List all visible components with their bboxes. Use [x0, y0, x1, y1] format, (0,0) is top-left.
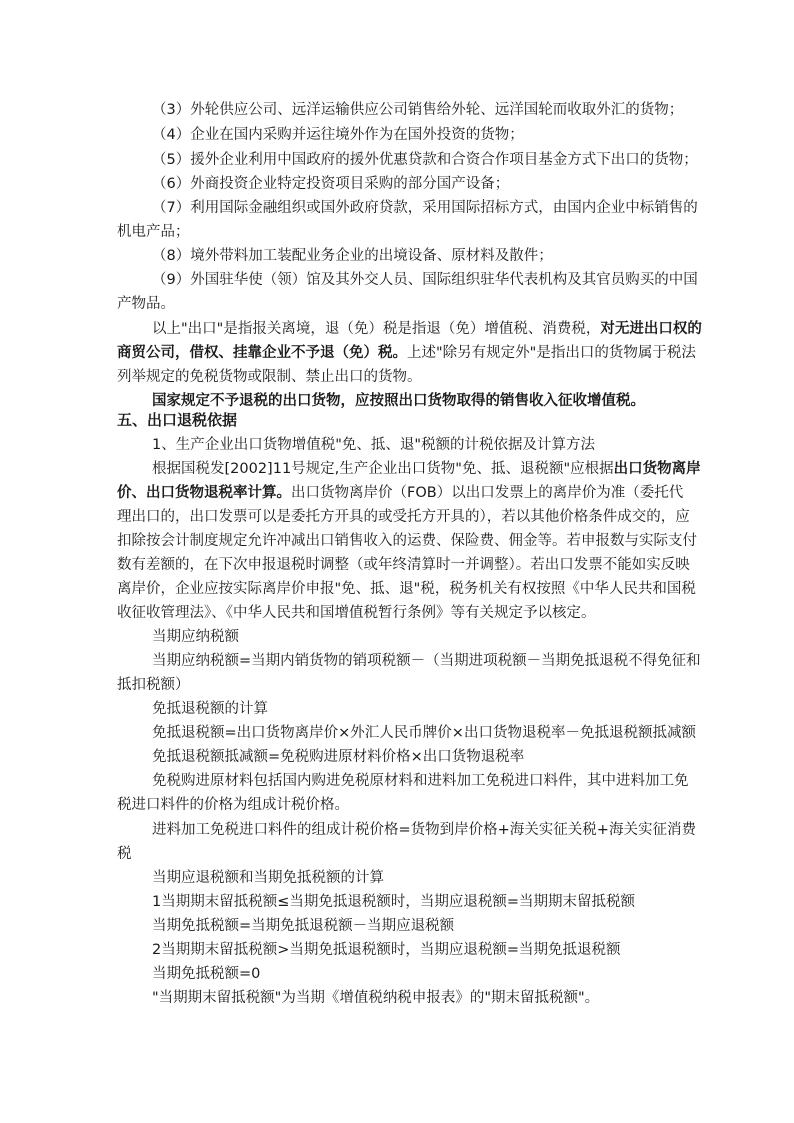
formula-line-continued: 抵扣税额）: [117, 677, 190, 693]
bold-statement: 国家规定不予退税的出口货物，应按照出口货物取得的销售收入征收增值税。: [152, 393, 645, 409]
subsection-title: 1、生产企业出口货物增值税"免、抵、退"税额的计税依据及计算方法: [152, 437, 596, 453]
formula-heading: 当期应纳税额: [152, 629, 239, 645]
formula-line: 当期免抵税额=当期免抵退税额－当期应退税额: [152, 918, 455, 934]
paragraph-export-definition-line-2: [117, 343, 696, 365]
paragraph-text: 免税购进原材料包括国内购进免税原材料和进料加工免税进口料件，其中进料加工免: [152, 773, 689, 789]
formula-line: 当期免抵税额=0: [152, 966, 261, 982]
list-item-7-continued: 机电产品；: [117, 224, 190, 240]
list-item-6: （6）外商投资企业特定投资项目采购的部分国产设备；: [152, 176, 510, 192]
paragraph-basis-line-5: 数有差额的，在下次申报退税时调整（或年终清算时一并调整）。若出口发票不能如实反映: [117, 557, 690, 573]
list-item-4: （4）企业在国内采购并运往境外作为在国外投资的货物；: [152, 127, 524, 143]
paragraph-text: 以上"出口"是指报关离境，退（免）税是指退（免）增值税、消费税，: [152, 321, 601, 337]
paragraph-basis-line-6: 离岸价，企业应按实际离岸价申报"免、抵、退"税，税务机关有权按照《中华人民共和国税: [117, 581, 696, 597]
list-item-3: （3）外轮供应公司、远洋运输供应公司销售给外轮、远洋国轮而收取外汇的货物；: [152, 102, 684, 118]
formula-line: 1当期期末留抵税额≤当期免抵退税额时，当期应退税额=当期期末留抵税额: [152, 894, 636, 910]
formula-note: "当期期末留抵税额"为当期《增值税纳税申报表》的"期末留抵税额"。: [152, 990, 600, 1006]
paragraph-basis: [152, 459, 701, 481]
list-item-8: （8）境外带料加工装配业务企业的出境设备、原材料及散件；: [152, 248, 553, 264]
list-item-5: （5）援外企业利用中国政府的援外优惠贷款和合资合作项目基金方式下出口的货物；: [152, 152, 698, 168]
paragraph-basis-line-2: [117, 483, 683, 505]
paragraph-text: 出口货物离岸价（FOB）以出口发票上的离岸价为准（委托代: [291, 485, 684, 501]
paragraph-text: 根据国税发[2002]11号规定,生产企业出口货物"免、抵、退税额"应根据: [152, 461, 614, 477]
emphasis-text: 价、出口货物退税率计算。: [117, 485, 291, 501]
emphasis-text: 对无进出口权的: [600, 321, 702, 337]
emphasis-text: 商贸公司，借权、挂靠企业不予退（免）税。: [117, 345, 407, 361]
formula-line: 2当期期末留抵税额>当期免抵退税额时，当期应退税额=当期免抵退税额: [152, 942, 621, 958]
formula-line: 免抵退税额抵减额=免税购进原材料价格×出口货物退税率: [152, 749, 525, 765]
formula-heading: 当期应退税额和当期免抵税额的计算: [152, 870, 384, 886]
emphasis-text: 出口货物离岸: [613, 461, 701, 477]
formula-line-continued: 税: [117, 846, 132, 862]
list-item-9: （9）外国驻华使（领）馆及其外交人员、国际组织驻华代表机构及其官员购买的中国: [152, 272, 698, 288]
paragraph-text-continued: 税进口料件的价格为组成计税价格。: [117, 797, 349, 813]
formula-line: 免抵退税额=出口货物离岸价×外汇人民币牌价×出口货物退税率－免抵退税额抵减额: [152, 725, 696, 741]
paragraph-basis-line-4: 扣除按会计制度规定允许冲减出口销售收入的运费、保险费、佣金等。若申报数与实际支付: [117, 533, 697, 549]
paragraph-export-definition-line-3: 列举规定的免税货物或限制、禁止出口的货物。: [117, 369, 422, 385]
formula-line: 进料加工免税进口料件的组成计税价格=货物到岸价格+海关实征关税+海关实征消费: [152, 822, 696, 838]
paragraph-basis-line-3: 理出口的，出口发票可以是委托方开具的或受托方开具的），若以其他价格条件成交的，应: [117, 509, 690, 525]
formula-heading: 免抵退税额的计算: [152, 701, 268, 717]
section-heading: 五、出口退税依据: [117, 411, 238, 429]
paragraph-basis-line-7: 收征收管理法》、《中华人民共和国增值税暂行条例》等有关规定予以核定。: [117, 605, 596, 621]
list-item-7: （7）利用国际金融组织或国外政府贷款，采用国际招标方式，由国内企业中标销售的: [152, 200, 698, 216]
paragraph-export-definition: [152, 319, 702, 341]
paragraph-text: 上述"除另有规定外"是指出口的货物属于税法: [407, 345, 696, 361]
list-item-9-continued: 产物品。: [117, 296, 175, 312]
formula-line: 当期应纳税额=当期内销货物的销项税额－（当期进项税额－当期免抵退税不得免征和: [152, 653, 701, 669]
